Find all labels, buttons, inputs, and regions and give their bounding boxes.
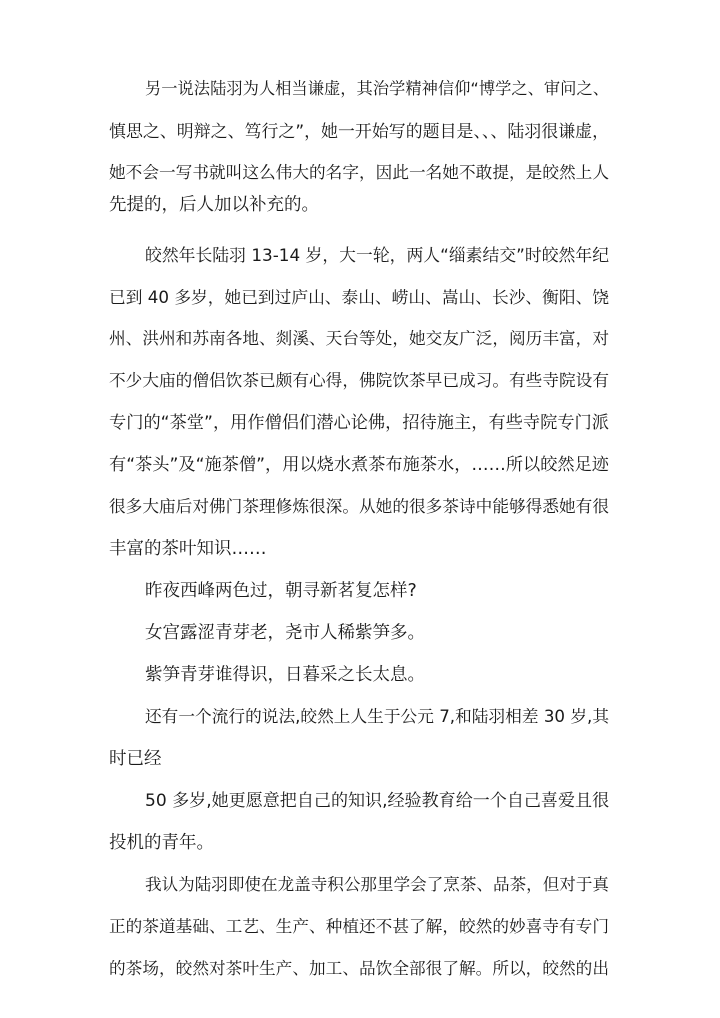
text-line: 专门的“茶堂”，用作僧侣们潜心论佛，招待施主，有些寺院专门派 — [109, 413, 609, 433]
text-line: 州、洪州和苏南各地、剡溪、天台等处，她交友广泛，阅历丰富，对 — [109, 329, 609, 348]
text-line: 正的茶道基础、工艺、生产、种植还不甚了解，皎然的妙喜寺有专门 — [109, 917, 609, 936]
text-line: 50 多岁,她更愿意把自己的知识,经验教育给一个自己喜爱且很 — [145, 791, 610, 811]
poem-line: 女宫露涩青芽老，尧市人稀紫笋多。 — [145, 623, 425, 643]
text-line: 不少大庙的僧侣饮茶已颇有心得，佛院饮茶早已成习。有些寺院设有 — [109, 371, 609, 390]
text-line: 很多大庙后对佛门茶理修炼很深。从她的很多茶诗中能够得悉她有很 — [109, 497, 609, 516]
text-line: 另一说法陆羽为人相当谦虚，其治学精神信仰“博学之、审问之、 — [145, 79, 609, 98]
text-line: 时已经 — [109, 749, 162, 769]
text-line: 还有一个流行的说法,皎然上人生于公元 7,和陆羽相差 30 岁,其 — [145, 707, 609, 726]
text-line: 的茶场，皎然对茶叶生产、加工、品饮全部很了解。所以，皎然的出 — [109, 959, 609, 978]
text-line: 她不会一写书就叫这么伟大的名字，因此一名她不敢提，是皎然上人 — [109, 163, 609, 182]
poem-line: 紫笋青芽谁得识，日暮采之长太息。 — [145, 665, 425, 685]
text-line: 丰富的茶叶知识…… — [109, 539, 267, 559]
text-line: 先提的，后人加以补充的。 — [109, 195, 319, 215]
text-line: 已到 40 多岁，她已到过庐山、泰山、崂山、嵩山、长沙、衡阳、饶 — [109, 287, 610, 307]
text-line: 皎然年长陆羽 13-14 岁，大一轮，两人“缁素结交”时皎然年纪 — [145, 245, 609, 265]
text-line: 投机的青年。 — [109, 833, 214, 853]
text-line: 我认为陆羽即使在龙盖寺积公那里学会了烹茶、品茶，但对于真 — [145, 875, 609, 894]
poem-line: 昨夜西峰两色过，朝寻新茗复怎样? — [145, 581, 417, 601]
text-line: 有“茶头”及“施茶僧”，用以烧水煮茶布施茶水，……所以皎然足迹 — [109, 455, 609, 475]
text-line: 慎思之、明辩之、笃行之”，她一开始写的题目是、、、陆羽很谦虚， — [109, 121, 609, 141]
